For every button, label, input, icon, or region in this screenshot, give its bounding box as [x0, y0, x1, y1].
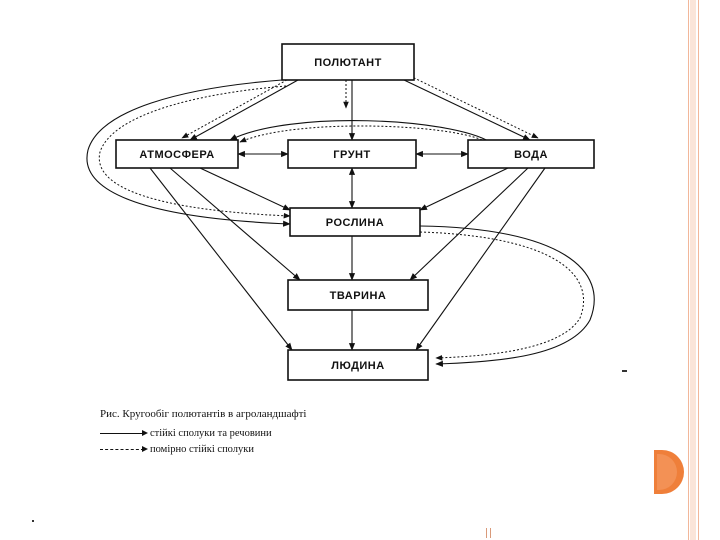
dashed-arrow-icon — [100, 449, 144, 450]
node-pollutant-label: ПОЛЮТАНТ — [314, 57, 382, 69]
node-animal-label: ТВАРИНА — [329, 290, 387, 302]
figure-caption: Рис. Кругообіг полютантів в агроландшафті — [100, 408, 307, 420]
node-pollutant — [282, 44, 414, 80]
edge-pollutant-water-dashed — [410, 76, 538, 138]
node-soil-label: ГРУНТ — [333, 149, 371, 161]
legend-solid-label: стійкі сполуки та речовини — [150, 428, 272, 439]
node-soil — [288, 140, 416, 168]
legend-dashed-label: помірно стійкі сполуки — [150, 444, 255, 455]
edge-water-atmosphere-arc — [230, 121, 490, 142]
edge-water-plant — [420, 168, 508, 210]
node-atmosphere-label: АТМОСФЕРА — [139, 149, 215, 161]
node-plant — [290, 208, 420, 236]
edge-atmosphere-plant — [200, 168, 290, 210]
node-animal — [288, 280, 428, 310]
edge-water-animal — [410, 168, 528, 280]
node-water — [468, 140, 594, 168]
node-plant-label: РОСЛИНА — [325, 217, 385, 229]
node-water-label: ВОДА — [514, 149, 548, 161]
edge-water-human — [416, 168, 545, 350]
edge-atmosphere-human — [150, 168, 292, 350]
edge-pollutant-water — [404, 80, 530, 140]
legend-solid — [100, 428, 272, 439]
node-atmosphere — [116, 140, 238, 168]
node-human — [288, 350, 428, 380]
legend-dashed — [100, 444, 254, 455]
node-human-label: ЛЮДИНА — [331, 360, 385, 372]
solid-arrow-icon — [100, 433, 144, 434]
edge-plant-human-loop — [420, 226, 594, 364]
edge-plant-human-loop-dashed — [420, 232, 584, 358]
edge-pollutant-atmosphere-dashed — [182, 76, 294, 138]
